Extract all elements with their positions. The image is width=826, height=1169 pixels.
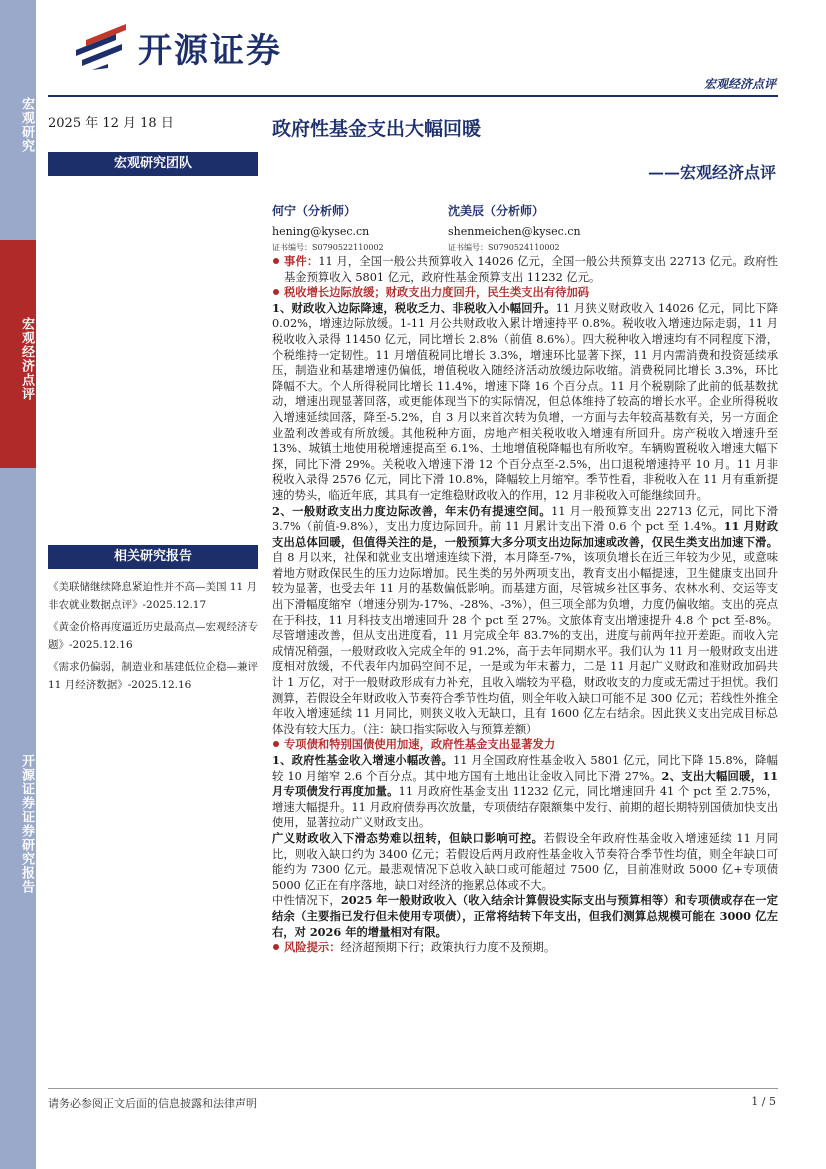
page-number: 1 / 5: [751, 1095, 776, 1108]
paragraph-lead: 2、支出大幅回暖，11 月专项债发行再度加量。: [272, 768, 778, 799]
paragraph-lead: 1、财政收入边际降速，税收乏力、非税收入小幅回升。: [272, 300, 556, 315]
report-type-label: 宏观经济点评: [703, 77, 776, 91]
paragraph-neutral: [272, 893, 778, 940]
left-rail: [0, 0, 36, 1169]
footer-disclaimer: 请务必参阅正文后面的信息披露和法律声明: [48, 1097, 257, 1110]
analyst-email[interactable]: shenmeichen@kysec.cn: [448, 225, 581, 238]
related-report-link[interactable]: 《需求仍偏弱，制造业和基建低位企稳—兼评 11 月经济数据》-2025.12.16: [48, 661, 258, 691]
main-content: [272, 254, 778, 956]
analyst-cert: 证书编号：S0790522110002: [272, 243, 384, 252]
paragraph-body: 11 月全国政府性基金收入 5801 亿元，同比下降 15.8%，降幅较 10 月缩窄 2.6 个百分点。其中地方国有土地出让金收入同比下滑 27%。: [272, 754, 778, 783]
section-heading-2: 专项债和特别国债使用加速，政府性基金支出显著发力: [272, 737, 778, 753]
risk-label: 风险提示：: [284, 940, 341, 955]
brand-logo-icon: [72, 24, 130, 70]
event-label: 事件：: [284, 254, 319, 268]
paragraph-lead: 2、一般财政支出力度边际改善，年末仍有提速空间。: [272, 503, 552, 518]
header-divider: [48, 95, 778, 97]
paragraph-body: 中性情况下，: [272, 894, 341, 908]
analyst-name: 沈美辰（分析师）: [448, 204, 545, 218]
rail-section-brand: 开源证券证券研究报告: [0, 468, 36, 1169]
paragraph-body: 11 月狭义财政收入 14026 亿元，同比下降 0.02%，增速边际放缓。1-11 月公共财政收入累计增速持平 0.8%。税收收入增速边际走弱，11 月税收收入录得 11450 亿元，同比增长 2.8%（前值 8.6%）。四大税种收入增速均有不同程度下滑，个税维持一定韧性。11 月增值税同比增长 3.3%，增速环比显著下探，11 月内需消费和投资延续承压，制造业和基建增速仍偏低，增值税收入随经济活动放缓边际收缩。消费税同比增长 3.3%，环比降幅不大。个人所得税同比增长 11.4%，增速下降 16 个百分点。11 月个税剔除了此前的低基数扰动，增速出现显著回落，或更能体现当下的实际情况，但总体维持了较高的增长水平。企业所得税收入增速延续回落，降至-5.2%，自 3 月以来首次转为负增，一方面与去年较高基数有关，另一方面企业盈利改善或有所放缓。其他税种方面，房地产相关税收收入增速有所回升。房产税收入增速升至 13%、城镇土地使用税增速提高至 6.1%、土地增值税降幅也有所收窄。车辆购置税收入增速大幅下探，同比下滑 29%。关税收入增速下滑 12 个百分点至-2.5%，出口退税增速持平 10 月。11 月非税收入录得 2576 亿元，同比下滑 10.8%，降幅较上月缩窄。季节性看，非税收入在 11 月有重新提速的势头，临近年底，其具有一定维稳财政收入的作用，12 月非税收入可能继续回升。: [272, 301, 778, 502]
rail-section-commentary: 宏观经济点评: [0, 240, 36, 468]
analyst-email[interactable]: hening@kysec.cn: [272, 225, 370, 238]
section-heading-1: 税收增长边际放缓；财政支出力度回升，民生类支出有待加码: [272, 285, 778, 301]
page-subtitle: ——宏观经济点评: [647, 163, 776, 182]
report-date: 2025 年 12 月 18 日: [48, 116, 174, 131]
paragraph-emphasis: 2025 年一般财政收入（收入结余计算假设实际支出与预算相等）和专项债或存在一定结余（主要指已发行但未使用专项债），正常将结转下年支出，但我们测算总规模可能在 3000 亿左右，对 2026 年的增量相对有限。: [272, 893, 778, 939]
paragraph-lead: 广义财政收入下滑态势难以扭转，但缺口影响可控。: [272, 830, 544, 845]
risk-text: 经济超预期下行；政策执行力度不及预期。: [340, 941, 556, 955]
related-reports-label: 相关研究报告: [48, 545, 258, 569]
related-reports-list: [48, 578, 260, 698]
brand-logo: [72, 22, 282, 72]
paragraph-body: 自 8 月以来，社保和就业支出增速连续下滑，本月降至-7%，该项负增长在近三年较为少见，或意味着地方财政保民生的压力边际增加。民生类的另外两项支出，教育支出小幅提速，卫生健康支出回升较为显著，也受去年 11 月的基数偏低影响。而基建方面，尽管城乡社区事务、农林水利、交运等支出下滑幅度缩窄（增速分别为-17%、-28%、-3%），但三项全部为负增，力度仍偏收缩。支出的亮点在于科技，11 月科技支出增速回升 28 个 pct 至 27%。文旅体育支出增速提升 4.8 个 pct 至-8%。尽管增速改善，但从支出进度看，11 月完成全年 83.7%的支出，进度与前两年拉开差距。而收入完成情况稍强，一般财政收入完成全年的 91.2%，高于去年同期水平。我们认为 11 月一般财政支出进度相对放缓，不代表年内加码空间不足，一是或为年末蓄力，二是 11 月起广义财政和准财政加码共计 1 万亿，对于一般财政形成有力补充，且收入端较为平稳，财政收支的力度或无需过于担忧。我们测算，若假设全年财政收入节奏符合季节性均值，则全年收入缺口可能不足 300 亿元；若线性外推全年收入增速延续 11 月同比，则狭义收入无缺口，且有 1600 亿左右结余。因此狭义支出完成目标总体没有较大压力。（注：缺口指实际收入与预算差额）: [272, 551, 778, 736]
paragraph-fund: [272, 753, 778, 831]
paragraph-body: 11 月政府性基金支出 11232 亿元，同比增速回升 41 个 pct 至 2.75%，增速大幅提升。11 月政府债券再次放量，专项债结存限额集中发行、前期的超长期特别国债加快支出使用，显著拉动广义财政支出。: [272, 785, 778, 830]
related-report-link[interactable]: 《黄金价格再度逼近历史最高点—宏观经济专题》-2025.12.16: [48, 621, 258, 651]
paragraph-emphasis: 11 月财政支出总体回暖，但值得关注的是，一般预算大多分项支出边际加速或改善，仅民生类支出加速下滑。: [272, 519, 778, 549]
page-title: 政府性基金支出大幅回暖: [272, 118, 482, 140]
paragraph-body: 11 月一般预算支出 22713 亿元，同比下滑 3.7%（前值-9.8%），支出力度边际回升。前 11 月累计支出下滑 0.6 个 pct 至 1.4%。: [272, 504, 778, 534]
event-paragraph: [272, 254, 778, 285]
team-label: 宏观研究团队: [48, 152, 258, 176]
event-text: 11 月，全国一般公共预算收入 14026 亿元，全国一般公共预算支出 22713 亿元。政府性基金预算收入 5801 亿元，政府性基金预算支出 11232 亿元。: [284, 255, 778, 284]
paragraph-lead: 1、政府性基金收入增速小幅改善。: [272, 753, 454, 767]
rail-section-macro: 宏观研究: [0, 0, 36, 240]
footer-divider: [48, 1088, 778, 1089]
analyst-card: [448, 202, 581, 253]
paragraph-revenue: [272, 301, 778, 504]
risk-paragraph: [272, 940, 778, 956]
analyst-cert: 证书编号：S0790524110002: [448, 243, 560, 252]
analyst-name: 何宁（分析师）: [272, 204, 357, 218]
paragraph-gap: [272, 831, 778, 893]
brand-name: 开源证券: [138, 30, 282, 71]
related-report-link[interactable]: 《美联储继续降息紧迫性并不高—美国 11 月非农就业数据点评》-2025.12.17: [48, 581, 258, 611]
paragraph-spending: [272, 504, 778, 738]
analyst-card: [272, 202, 384, 253]
paragraph-body: 若假设全年政府性基金收入增速延续 11 月同比，则收入缺口约为 3400 亿元；若假设后两月政府性基金收入节奏符合季节性均值，则全年缺口可能约为 7300 亿元。最悲观情况下总收入缺口或可能超过 7500 亿，目前准财政 5000 亿+专项债 5000 亿正在有序落地，缺口对经济的拖累总体或不大。: [272, 831, 778, 892]
